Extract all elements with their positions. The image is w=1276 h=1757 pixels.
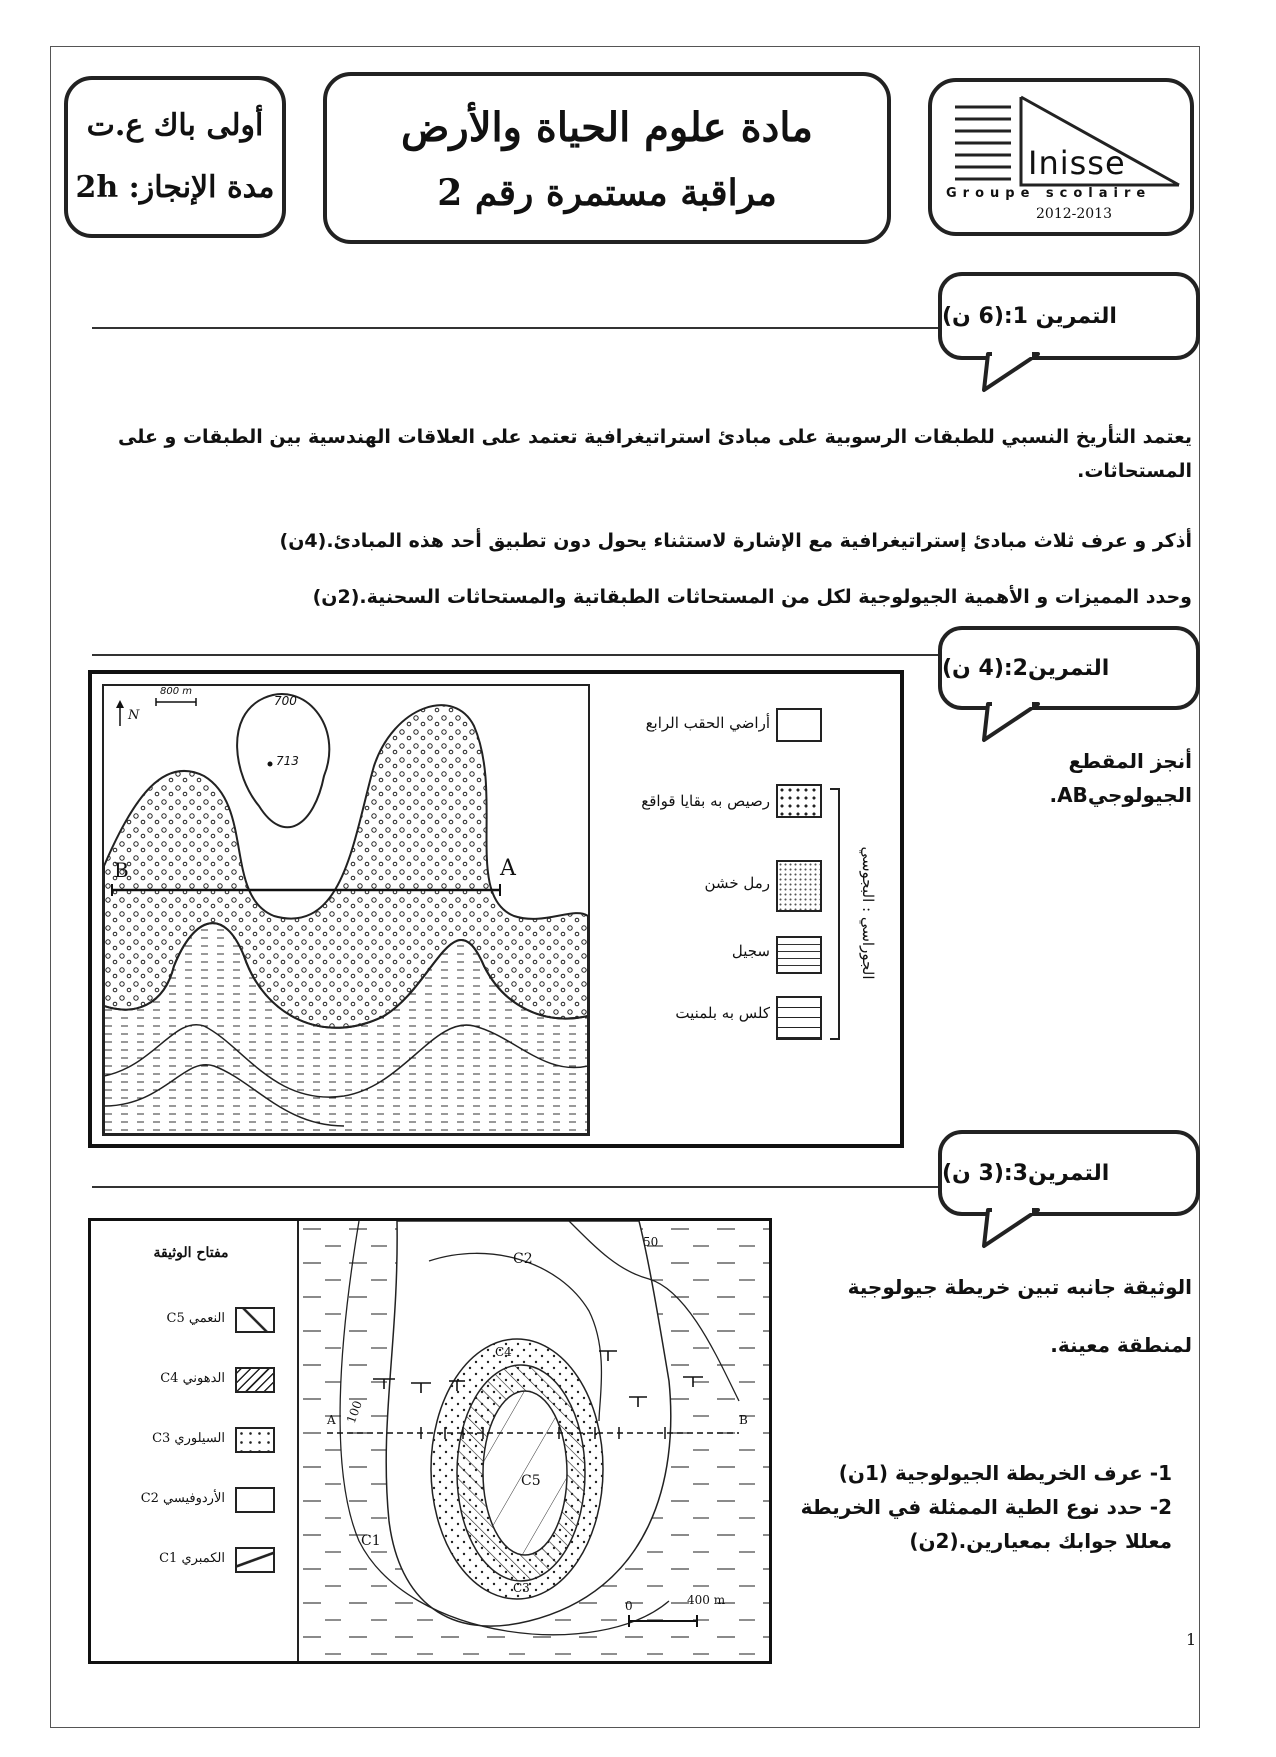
point-a-label: A xyxy=(500,856,516,881)
map-label-c2: C2 xyxy=(513,1251,533,1267)
logo-subtitle: Groupe scolaire xyxy=(946,186,1152,201)
ex1-title-bubble xyxy=(938,272,1200,360)
ex2-legend xyxy=(592,684,898,1132)
ex1-question-1: أذكر و عرف ثلاث مبادئ إستراتيغرافية مع الإشارة لاستثناء يحول دون تطبيق أحد هذه المبادئ.(4ن) xyxy=(279,530,1192,552)
ex2-title-bubble xyxy=(938,626,1200,710)
ex3-title-bubble xyxy=(938,1130,1200,1216)
legend-sand-label: رمل خشن xyxy=(704,874,770,892)
point-b-label: B xyxy=(114,858,129,882)
level-label: أولى باك ع.ت xyxy=(86,108,264,143)
ex3-divider xyxy=(92,1186,940,1188)
ex3-bubble-tail xyxy=(980,1208,1050,1250)
elevation-713: 713 xyxy=(276,754,299,768)
ex3-question-1: 1- عرف الخريطة الجيولوجية (1ن) xyxy=(838,1461,1172,1485)
legend-bracket xyxy=(830,788,840,1040)
ex3-point-a-label: A xyxy=(327,1413,336,1427)
ex3-map-panel xyxy=(299,1221,769,1661)
north-label: N xyxy=(128,708,140,723)
legend-c1-swatch xyxy=(235,1547,275,1573)
legend-limestone-label: كلس به بلمنيت xyxy=(675,1004,770,1022)
legend-c4-swatch xyxy=(235,1367,275,1393)
legend-sand-swatch xyxy=(776,860,822,912)
scale-400-label: 400 m xyxy=(687,1593,726,1607)
ex3-legend xyxy=(91,1221,299,1661)
ex3-question-2: 2- حدد نوع الطية الممثلة في الخريطة معللا جوابك بمعيارين.(2ن) xyxy=(800,1495,1172,1553)
contour-100-label: 100 xyxy=(343,1398,365,1426)
map-label-c1: C1 xyxy=(361,1533,381,1549)
ex1-question-2: وحدد المميزات و الأهمية الجيولوجية لكل من المستحاثات الطبقاتية والمستحاثات السحنية.(2ن) xyxy=(312,586,1192,608)
ex2-bubble-tail xyxy=(980,702,1050,744)
legend-conglomerate-label: رصيص به بقايا قواقع xyxy=(641,792,770,810)
ex2-instruction: أنجز المقطع الجيولوجيAB. xyxy=(1049,749,1192,807)
ex2-divider xyxy=(92,654,940,656)
legend-group-label: الجوراسي : البجوسي xyxy=(859,846,877,980)
map-label-c4: C4 xyxy=(495,1345,512,1359)
contour-50-label: 50 xyxy=(643,1235,659,1249)
subject-title: مادة علوم الحياة والأرض xyxy=(401,104,813,151)
level-box xyxy=(64,76,286,238)
ex3-figure xyxy=(88,1218,772,1664)
ex2-map-panel xyxy=(102,684,590,1136)
ex1-paragraph: يعتمد التأريخ النسبي للطبقات الرسوبية على مبادئ استراتيغرافية تعتمد على العلاقات الهندسية بين الطبقات و على المستحاثات. xyxy=(117,426,1192,482)
scale-label: 800 m xyxy=(160,686,193,697)
ex3-legend-title: مفتاح الوثيقة xyxy=(153,1245,229,1261)
legend-c2-label: الأردوفيسي C2 xyxy=(140,1491,225,1506)
title-box xyxy=(323,72,891,244)
ex1-divider xyxy=(92,327,940,329)
legend-quaternary-label: أراضي الحقب الرابع xyxy=(645,714,770,732)
ex2-figure xyxy=(88,670,904,1148)
legend-limestone-swatch xyxy=(776,996,822,1040)
ex3-title: التمرين3:(3 ن) xyxy=(942,1160,1110,1186)
legend-conglomerate-swatch xyxy=(776,784,822,818)
map-label-c5: C5 xyxy=(521,1473,541,1489)
exam-title: مراقبة مستمرة رقم 2 xyxy=(437,172,777,214)
page-number: 1 xyxy=(1186,1630,1197,1649)
legend-c3-label: السيلوري C3 xyxy=(152,1431,225,1446)
legend-c3-swatch xyxy=(235,1427,275,1453)
ex1-title: التمرين 1:(6 ن) xyxy=(942,303,1117,329)
ex3-point-b-label: B xyxy=(739,1413,748,1427)
legend-c5-swatch xyxy=(235,1307,275,1333)
legend-c4-label: الدهوني C4 xyxy=(160,1371,225,1386)
logo-year: 2012-2013 xyxy=(1036,206,1112,222)
elevation-700: 700 xyxy=(274,694,297,708)
legend-quaternary-swatch xyxy=(776,708,822,742)
legend-c5-label: النعمي C5 xyxy=(166,1311,225,1326)
map-label-c3: C3 xyxy=(513,1581,530,1595)
legend-c1-label: الكمبري C1 xyxy=(159,1551,225,1566)
ex3-intro: الوثيقة جانبه تبين خريطة جيولوجية لمنطقة معينة. xyxy=(847,1275,1192,1357)
logo-name: Inisse xyxy=(1028,144,1126,182)
ex1-bubble-tail xyxy=(980,352,1050,394)
scale-zero-label: 0 xyxy=(625,1599,633,1613)
legend-marl-label: سجيل xyxy=(731,942,770,960)
ex2-geologic-map xyxy=(104,686,588,1134)
legend-c2-swatch xyxy=(235,1487,275,1513)
school-logo-box xyxy=(928,78,1194,236)
ex2-title: التمرين2:(4 ن) xyxy=(942,655,1110,681)
duration-label: مدة الإنجاز: 2h xyxy=(75,170,275,205)
legend-marl-swatch xyxy=(776,936,822,974)
